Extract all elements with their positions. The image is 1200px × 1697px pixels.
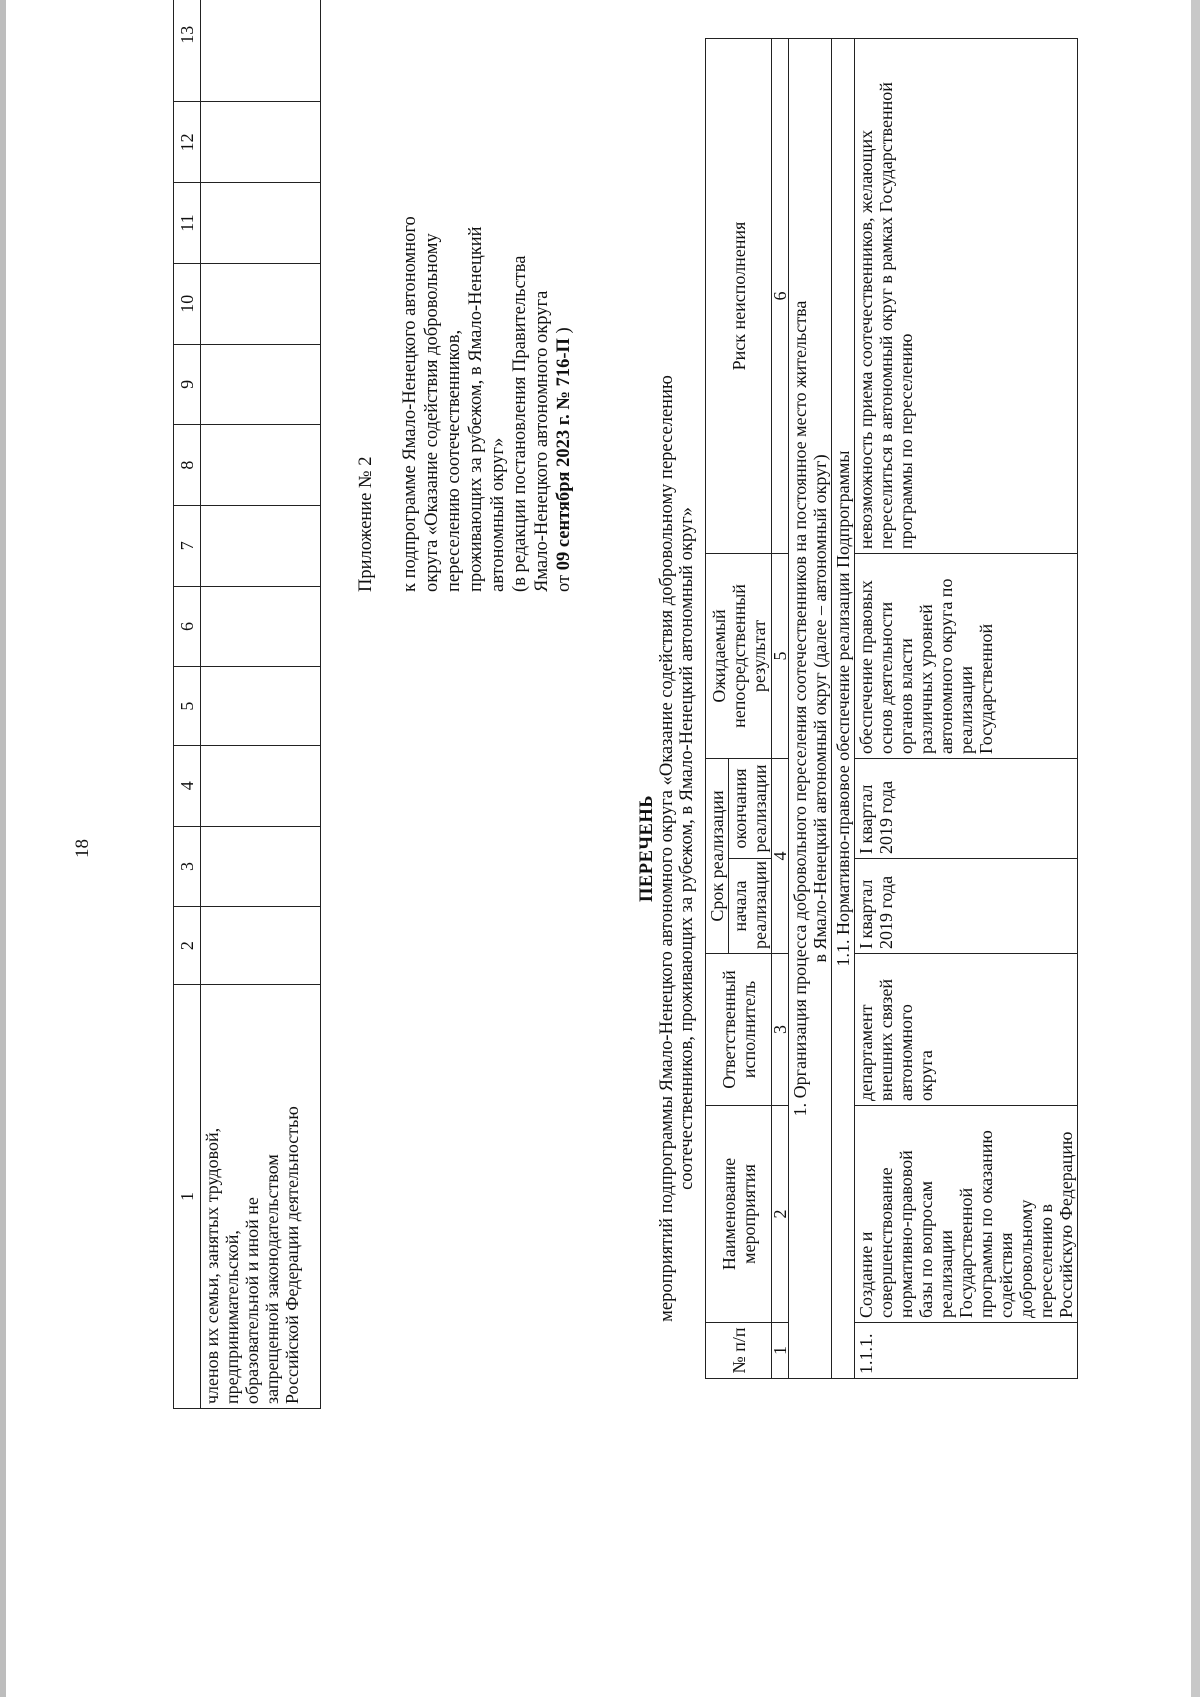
row-line: предпринимательской, (222, 1230, 242, 1404)
col-header: 1 (174, 984, 201, 1408)
col-header: 3 (174, 826, 201, 907)
measures-number-row (772, 38, 789, 1378)
header-no: № п/п (706, 1323, 772, 1379)
col-header: 9 (174, 344, 201, 425)
row-start: I квартал 2019 года (855, 859, 1078, 954)
page-number: 18 (72, 839, 93, 858)
col-header: 11 (174, 183, 201, 264)
continuation-table-row (201, 0, 321, 1409)
empty-cell (201, 102, 321, 183)
date-prefix: от (554, 570, 574, 592)
header-period: Срок реализации (706, 758, 729, 953)
continuation-table-header (174, 0, 201, 1409)
empty-cell (201, 425, 321, 506)
row-line: образовательной и иной не (242, 1197, 262, 1404)
col-number: 1 (772, 1323, 789, 1379)
list-heading: ПЕРЕЧЕНЬ (637, 795, 657, 902)
appendix-line: (в редакции постановления Правительства (510, 255, 530, 592)
col-header: 5 (174, 667, 201, 746)
col-header: 12 (174, 102, 201, 183)
measures-header-row (706, 38, 729, 1378)
row-line: членов их семьи, занятых трудовой, (202, 1127, 222, 1404)
header-start: начала реализации (729, 859, 772, 954)
appendix-title: Приложение № 2 (356, 456, 376, 592)
subsection-title: 1.1. Нормативно-правовое обеспечение реализации Подпрограммы (832, 38, 855, 1378)
row-end: I квартал 2019 года (855, 758, 1078, 858)
list-subtitle-line: мероприятий подпрограммы Ямало-Ненецкого автономного округа «Оказание содействия добровольному переселению (657, 375, 677, 1322)
header-result: Ожидаемый непосредственный результат (706, 553, 772, 758)
col-header: 6 (174, 586, 201, 667)
empty-cell (201, 344, 321, 425)
empty-cell (201, 826, 321, 907)
section-line: 1. Организация процесса добровольного переселения соотечественников на постоянное место жительства (790, 300, 810, 1117)
col-number: 3 (772, 954, 789, 1106)
row-risk: невозможность приема соотечественников, желающих переселиться в автономный округ в рамках Государственной программы по переселению (855, 38, 1078, 553)
row-line: Российской Федерации деятельностью (282, 1106, 302, 1404)
appendix-line: Ямало-Ненецкого автономного округа (532, 290, 552, 592)
appendix-line: к подпрограмме Ямало-Ненецкого автономного (400, 216, 420, 592)
row-line: запрещенной законодательством (262, 1154, 282, 1404)
appendix-block (355, 172, 575, 592)
date-suffix: ) (554, 327, 574, 339)
appendix-date-line (553, 172, 575, 592)
col-number: 4 (772, 758, 789, 953)
row-result: обеспечение правовых основ деятельности органов власти различных уровней автономного округа по реализации Государственной (855, 553, 1078, 758)
col-number: 2 (772, 1106, 789, 1323)
list-subtitle-line: соотечественников, проживающих за рубежом, в Ямало-Ненецкий автономный округ» (677, 507, 697, 1190)
section-line: в Ямало-Ненецкий автономный округ (далее – автономный округ) (810, 454, 830, 963)
col-header: 2 (174, 907, 201, 985)
empty-cell (201, 586, 321, 667)
subsection-row (832, 38, 855, 1378)
empty-cell (201, 745, 321, 826)
resolution-date-number: 09 сентября 2023 г. № 716-П (554, 338, 574, 571)
header-risk: Риск неисполнения (706, 38, 772, 553)
empty-cell (201, 183, 321, 264)
header-name: Наименование мероприятия (706, 1106, 772, 1323)
measures-table (705, 38, 1078, 1379)
empty-cell (201, 0, 321, 102)
continuation-table (173, 0, 321, 1409)
row-executor: департамент внешних связей автономного округа (855, 954, 1078, 1106)
appendix-line: проживающих за рубежом, в Ямало-Ненецкий (466, 226, 486, 592)
appendix-line: округа «Оказание содействия добровольному (422, 233, 442, 592)
empty-cell (201, 667, 321, 746)
appendix-line: автономный округ» (488, 437, 508, 592)
col-number: 6 (772, 38, 789, 553)
section-row (789, 38, 832, 1378)
empty-cell (201, 907, 321, 985)
col-header: 10 (174, 263, 201, 344)
measure-row (855, 38, 1078, 1378)
row-no: 1.1.1. (855, 1323, 1078, 1379)
section-title (789, 38, 832, 1378)
header-end: окончания реализации (729, 758, 772, 858)
col-header: 13 (174, 0, 201, 102)
col-header: 8 (174, 425, 201, 506)
col-header: 7 (174, 505, 201, 586)
empty-cell (201, 263, 321, 344)
row-name: Создание и совершенствование нормативно-правовой базы по вопросам реализации Государственной программы по оказанию содействия добровольному переселению в Российскую Федерацию (855, 1106, 1078, 1323)
header-executor: Ответственный исполнитель (706, 954, 772, 1106)
appendix-line: переселению соотечественников, (444, 329, 464, 592)
list-title (637, 0, 697, 1697)
row-text-cell (201, 984, 321, 1408)
col-header: 4 (174, 745, 201, 826)
col-number: 5 (772, 553, 789, 758)
empty-cell (201, 505, 321, 586)
